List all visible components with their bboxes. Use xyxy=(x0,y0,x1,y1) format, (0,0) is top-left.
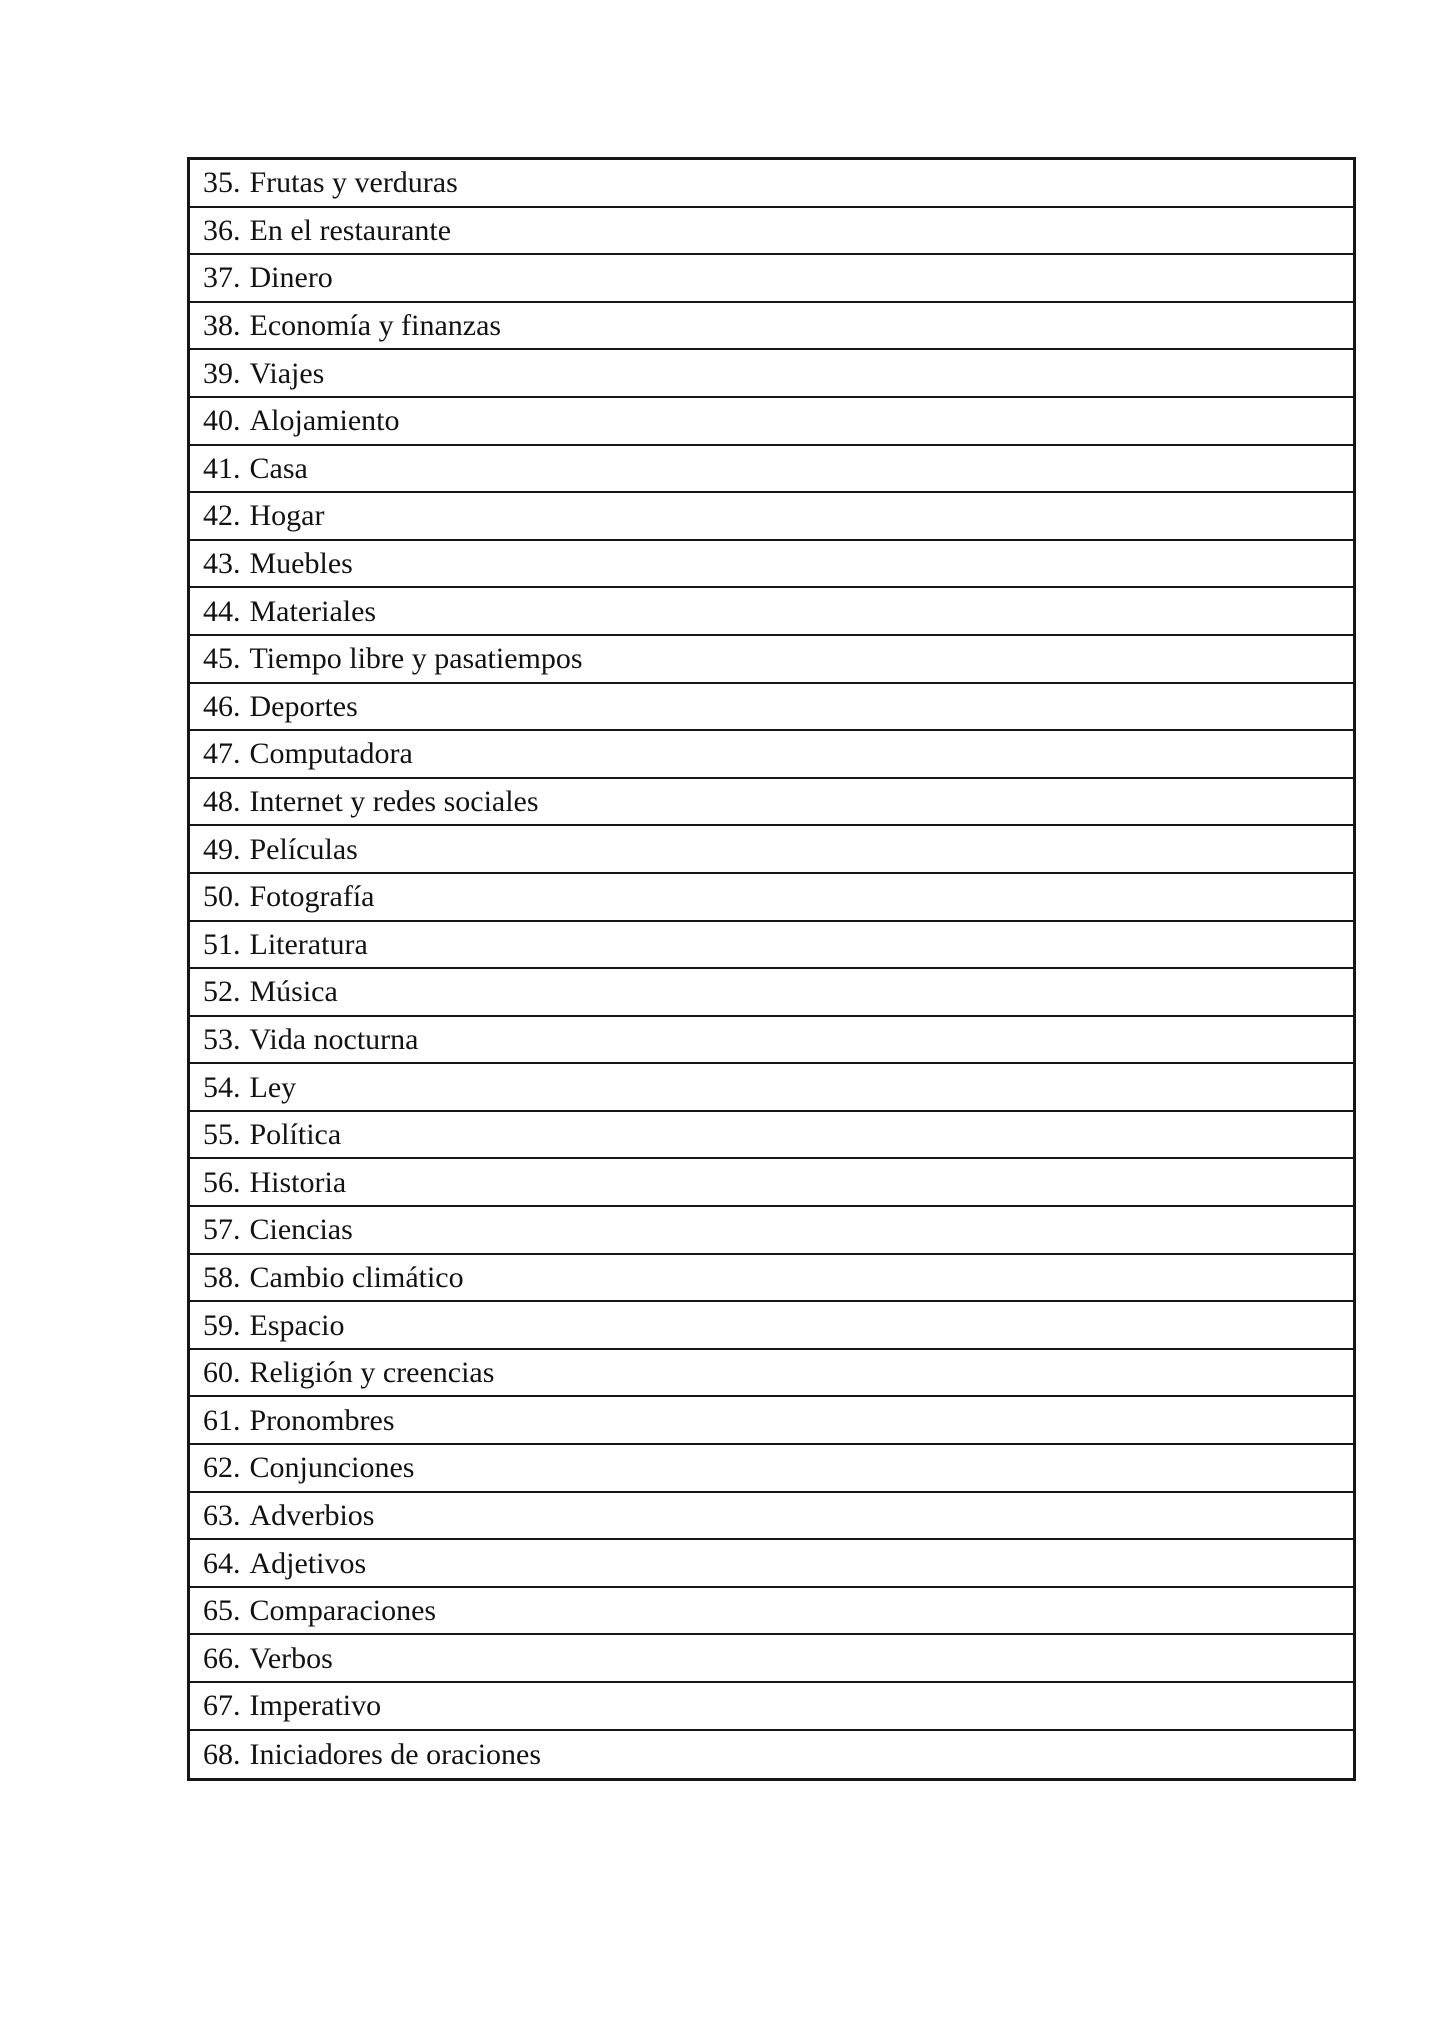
table-row xyxy=(190,779,1353,827)
row-number: 43. xyxy=(203,547,241,581)
row-label: Fotografía xyxy=(249,880,375,914)
table-row xyxy=(190,684,1353,732)
row-number: 47. xyxy=(203,737,241,771)
row-number: 36. xyxy=(203,213,241,247)
table-row xyxy=(190,1159,1353,1207)
table-row xyxy=(190,446,1353,494)
table-row xyxy=(190,922,1353,970)
row-label: Música xyxy=(249,975,338,1009)
row-number: 53. xyxy=(203,1022,241,1056)
row-label: Política xyxy=(249,1118,342,1152)
row-label: En el restaurante xyxy=(249,213,452,247)
row-label: Ley xyxy=(249,1070,297,1104)
table-row xyxy=(190,1588,1353,1636)
row-label: Espacio xyxy=(249,1308,345,1342)
row-label: Tiempo libre y pasatiempos xyxy=(249,642,583,676)
row-label: Internet y redes sociales xyxy=(249,785,539,819)
row-number: 49. xyxy=(203,832,241,866)
row-number: 39. xyxy=(203,356,241,390)
table-row xyxy=(190,350,1353,398)
row-label: Alojamiento xyxy=(249,404,400,438)
row-label: Hogar xyxy=(249,499,325,533)
table-row xyxy=(190,969,1353,1017)
row-label: Dinero xyxy=(249,261,333,295)
row-number: 59. xyxy=(203,1308,241,1342)
row-number: 60. xyxy=(203,1356,241,1390)
row-number: 51. xyxy=(203,927,241,961)
row-label: Historia xyxy=(249,1165,347,1199)
table-row xyxy=(190,1445,1353,1493)
row-label: Computadora xyxy=(249,737,413,771)
row-number: 48. xyxy=(203,785,241,819)
row-number: 54. xyxy=(203,1070,241,1104)
table-row xyxy=(190,1255,1353,1303)
row-number: 46. xyxy=(203,689,241,723)
row-label: Materiales xyxy=(249,594,377,628)
row-number: 62. xyxy=(203,1451,241,1485)
table-row xyxy=(190,1017,1353,1065)
row-label: Iniciadores de oraciones xyxy=(249,1737,542,1771)
row-number: 42. xyxy=(203,499,241,533)
table-row xyxy=(190,160,1353,208)
row-label: Frutas y verduras xyxy=(249,166,458,200)
row-label: Imperativo xyxy=(249,1689,382,1723)
row-number: 63. xyxy=(203,1498,241,1532)
table-row xyxy=(190,1397,1353,1445)
row-number: 45. xyxy=(203,642,241,676)
table-row xyxy=(190,1731,1353,1779)
row-number: 65. xyxy=(203,1594,241,1628)
table-row xyxy=(190,493,1353,541)
table-row xyxy=(190,541,1353,589)
row-number: 64. xyxy=(203,1546,241,1580)
toc-table xyxy=(187,157,1356,1781)
row-number: 66. xyxy=(203,1641,241,1675)
row-number: 38. xyxy=(203,309,241,343)
row-label: Vida nocturna xyxy=(249,1022,419,1056)
row-number: 67. xyxy=(203,1689,241,1723)
row-label: Adverbios xyxy=(249,1498,375,1532)
table-row xyxy=(190,1350,1353,1398)
row-label: Comparaciones xyxy=(249,1594,437,1628)
row-number: 35. xyxy=(203,166,241,200)
row-label: Muebles xyxy=(249,547,353,581)
table-row xyxy=(190,1207,1353,1255)
row-number: 40. xyxy=(203,404,241,438)
row-label: Conjunciones xyxy=(249,1451,415,1485)
table-row xyxy=(190,1635,1353,1683)
table-row xyxy=(190,1302,1353,1350)
row-label: Cambio climático xyxy=(249,1260,464,1294)
row-label: Películas xyxy=(249,832,358,866)
row-label: Deportes xyxy=(249,689,358,723)
table-row xyxy=(190,1493,1353,1541)
row-number: 55. xyxy=(203,1118,241,1152)
row-label: Casa xyxy=(249,451,308,485)
row-label: Adjetivos xyxy=(249,1546,367,1580)
row-number: 57. xyxy=(203,1213,241,1247)
table-row xyxy=(190,588,1353,636)
row-label: Verbos xyxy=(249,1641,333,1675)
table-row xyxy=(190,826,1353,874)
row-number: 58. xyxy=(203,1260,241,1294)
table-row xyxy=(190,1540,1353,1588)
table-row xyxy=(190,874,1353,922)
row-label: Religión y creencias xyxy=(249,1356,495,1390)
table-row xyxy=(190,1112,1353,1160)
row-number: 44. xyxy=(203,594,241,628)
table-row xyxy=(190,731,1353,779)
row-number: 68. xyxy=(203,1737,241,1771)
row-label: Pronombres xyxy=(249,1403,395,1437)
table-row xyxy=(190,636,1353,684)
row-label: Economía y finanzas xyxy=(249,309,502,343)
row-number: 37. xyxy=(203,261,241,295)
row-number: 52. xyxy=(203,975,241,1009)
row-number: 61. xyxy=(203,1403,241,1437)
row-label: Viajes xyxy=(249,356,325,390)
table-row xyxy=(190,303,1353,351)
row-number: 41. xyxy=(203,451,241,485)
table-row xyxy=(190,1064,1353,1112)
row-label: Literatura xyxy=(249,927,368,961)
row-number: 50. xyxy=(203,880,241,914)
row-number: 56. xyxy=(203,1165,241,1199)
row-label: Ciencias xyxy=(249,1213,353,1247)
table-row xyxy=(190,255,1353,303)
table-row xyxy=(190,208,1353,256)
table-row xyxy=(190,398,1353,446)
table-row xyxy=(190,1683,1353,1731)
